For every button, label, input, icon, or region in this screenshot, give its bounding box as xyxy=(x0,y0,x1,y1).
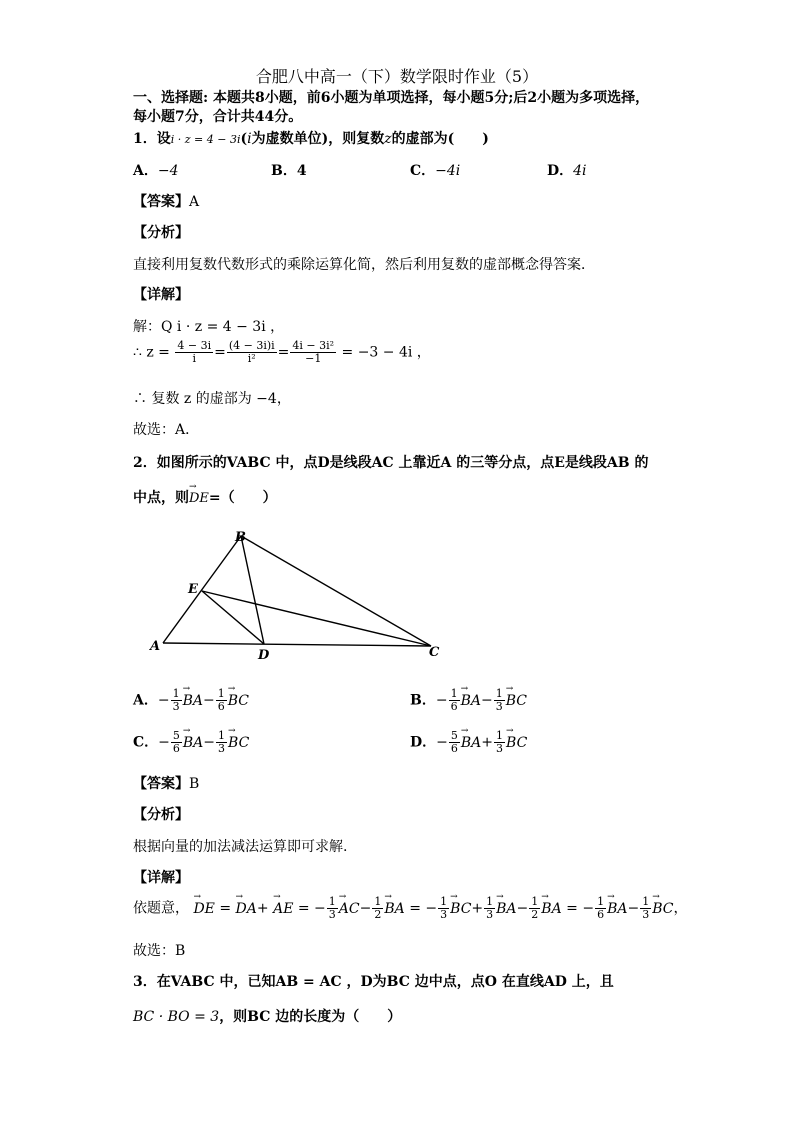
q3-stem-line2: BC · BO = 3，则BC 边的长度为（ ） xyxy=(133,1009,402,1025)
q1-question: 的虚部为( ) xyxy=(391,131,489,147)
label-e: E xyxy=(188,582,198,597)
segment-ec xyxy=(202,591,431,646)
q2-stem-line2: 中点，则→ DE=（ ） xyxy=(133,487,277,507)
q1-stem xyxy=(133,128,489,148)
triangle-figure xyxy=(133,520,453,680)
section-heading: 一、选择题: 本题共8小题，前6小题为单项选择，每小题5分;后2小题为多项选择， xyxy=(133,90,650,106)
q1-answer: 【答案】A xyxy=(133,194,200,210)
q1-text: 为虚数单位)，则复数 xyxy=(251,131,385,147)
q1-number: 1．设 xyxy=(133,131,171,147)
q2-analysis-label: 【分析】 xyxy=(133,807,189,823)
label-d: D xyxy=(258,648,270,663)
q1-equation: i · z = 4 − 3i xyxy=(170,133,241,146)
q1-detail-line2: ∴ z = $\frac{4 - 3i}{i}$ = $\frac{(4 - 3i)i}{\text{i²}}$ = $\frac{\text{4i − 3i²}}{-1}$ = −3 − 4i ， xyxy=(133,339,431,365)
q1-z-symbol: z xyxy=(384,131,392,147)
q1-option-a: A．−4 xyxy=(133,163,179,179)
q2-conclusion: 故选：B xyxy=(133,943,186,959)
q1-detail-line4: 故选：A． xyxy=(133,422,200,438)
segment-ac xyxy=(163,643,431,646)
q1-option-b: B．4 xyxy=(271,163,307,179)
q2-answer: 【答案】B xyxy=(133,776,200,792)
q2-detail-equation: 依题意， → DE = → DA+ → AE = − $\frac{1}{3}$ → AC− $\frac{1}{2}$ → BA = − $\frac{1}{3}$ → BC+ $\frac{1}{3}$ → BA− $\frac{1}{2}$ → BA = − $\frac{1}{6}$ → BA− $\frac{1}{3}$ → BC， xyxy=(133,896,687,921)
section-heading-line2: 每小题7分，合计共44分。 xyxy=(133,109,303,125)
q1-analysis: 直接利用复数代数形式的乘除运算化简，然后利用复数的虚部概念得答案． xyxy=(133,257,595,273)
q2-analysis: 根据向量的加法减法运算即可求解. xyxy=(133,839,348,855)
q1-i-symbol: i xyxy=(247,131,252,147)
q1-analysis-label: 【分析】 xyxy=(133,225,189,241)
q1-option-d: D．4i xyxy=(547,163,587,179)
q2-stem-line1: 2．如图所示的VABC 中，点D是线段AC 上靠近A 的三等分点，点E是线段AB 的 xyxy=(133,455,649,471)
q1-paren: ( xyxy=(240,131,248,147)
q1-detail-line3: ∴ 复数 z 的虚部为 −4， xyxy=(133,391,291,407)
q2-detail-label: 【详解】 xyxy=(133,870,189,886)
label-b: B xyxy=(235,530,246,545)
q1-detail-label: 【详解】 xyxy=(133,287,189,303)
segment-ab xyxy=(163,536,241,643)
segment-bc xyxy=(241,536,431,646)
q1-option-c: C．−4i xyxy=(410,163,461,179)
label-c: C xyxy=(429,645,440,660)
q3-stem-line1: 3．在VABC 中，已知AB = AC ，D为BC 边中点，点O 在直线AD 上，且 xyxy=(133,974,614,990)
q2-option-a: A．− $\frac{1}{3}$ → BA− $\frac{1}{6}$ → BC xyxy=(133,688,249,713)
label-a: A xyxy=(150,639,161,654)
q2-option-b: B．− $\frac{1}{6}$ → BA− $\frac{1}{3}$ → BC xyxy=(410,688,527,713)
q1-detail-line1: 解：Q i · z = 4 − 3i ， xyxy=(133,319,285,335)
document-title: 合肥八中高一（下）数学限时作业（5） xyxy=(255,67,539,86)
q2-option-d: D．− $\frac{5}{6}$ → BA+ $\frac{1}{3}$ → BC xyxy=(410,730,527,755)
q2-option-c: C．− $\frac{5}{6}$ → BA− $\frac{1}{3}$ → BC xyxy=(133,730,249,755)
